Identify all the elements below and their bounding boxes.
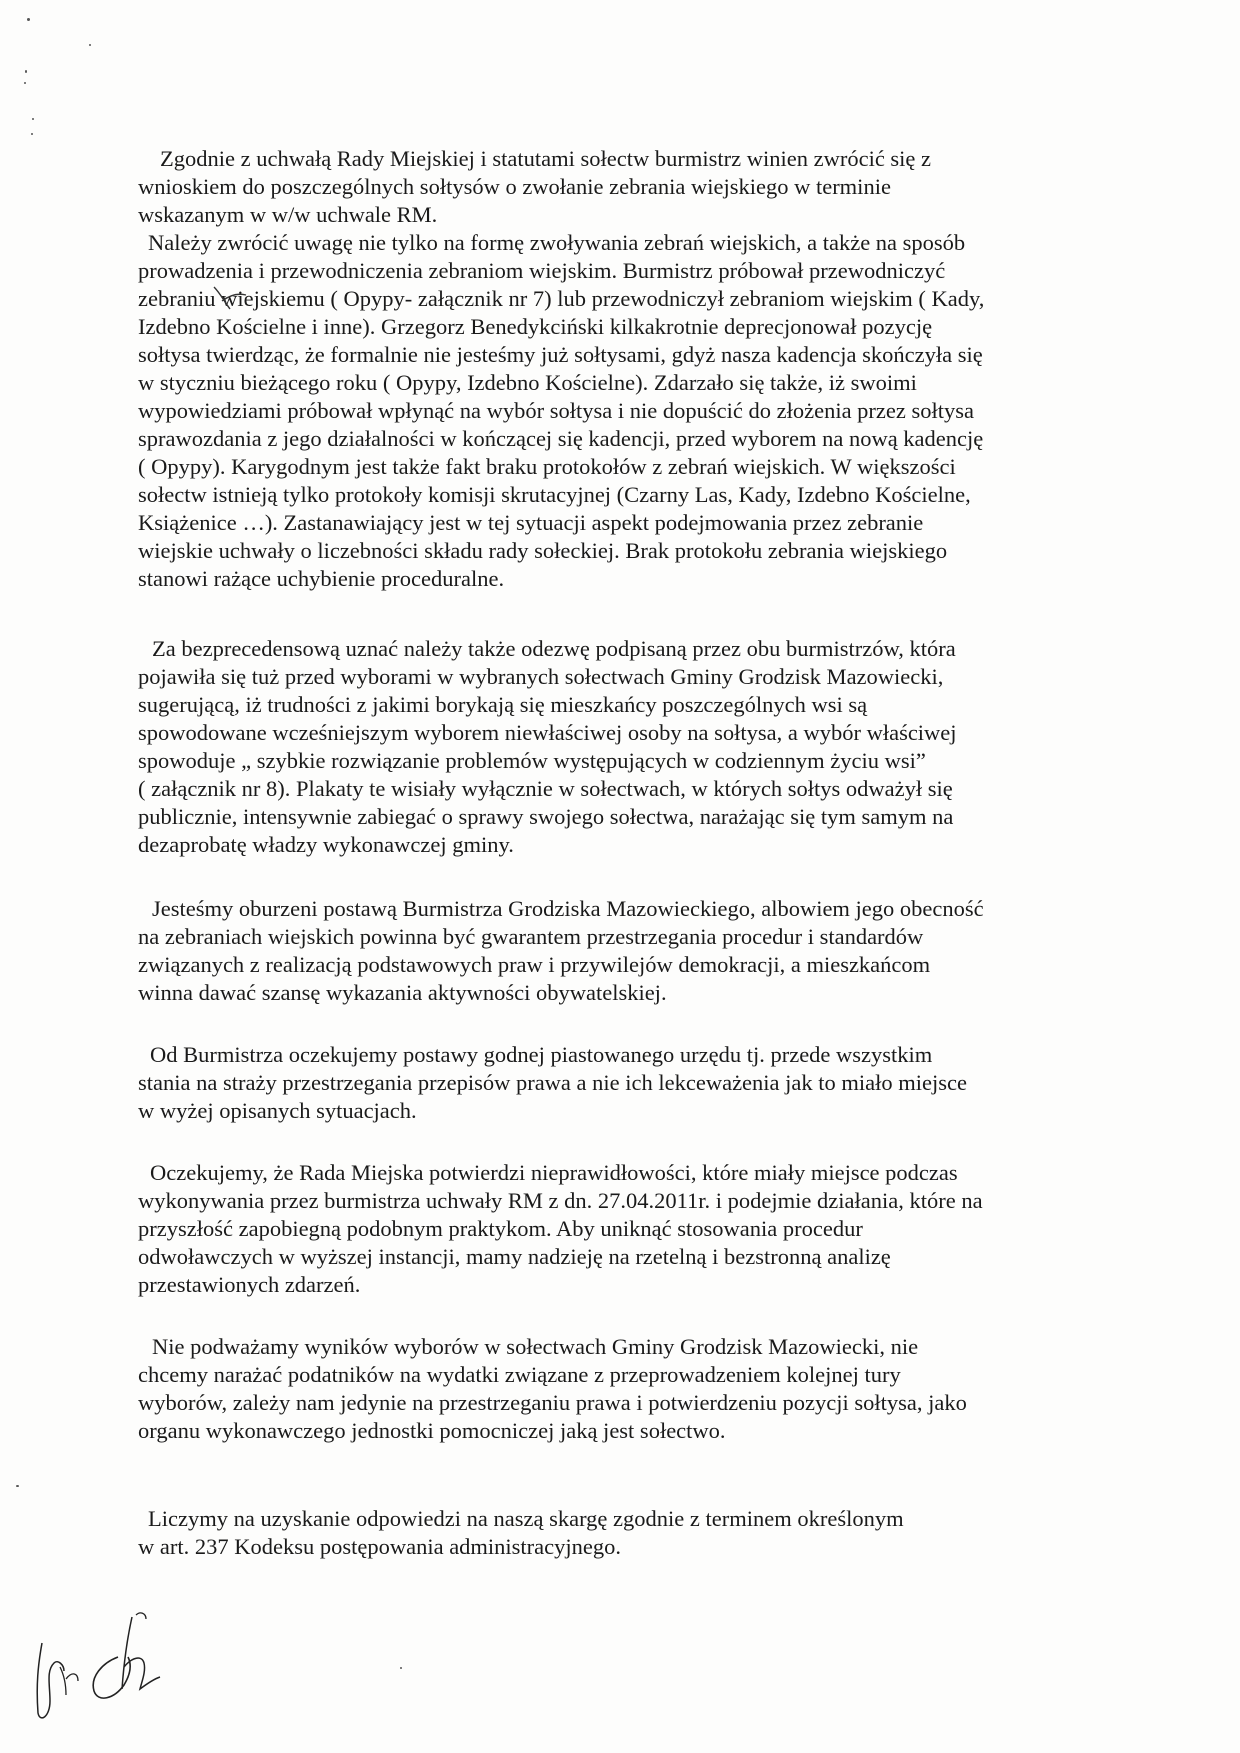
text-line: odwoławczych w wyższej instancji, mamy nadzieję na rzetelną i bezstronną analizę bbox=[138, 1244, 891, 1269]
text-line: winna dawać szansę wykazania aktywności obywatelskiej. bbox=[138, 980, 667, 1005]
text-line: wyborów, zależy nam jedynie na przestrzeganiu prawa i potwierdzeniu pozycji sołtysa, jako bbox=[138, 1390, 967, 1415]
scan-speck bbox=[32, 118, 34, 120]
text-line: Zgodnie z uchwałą Rady Miejskiej i statutami sołectw burmistrz winien zwrócić się z bbox=[160, 146, 932, 171]
text-line: spowodowane wcześniejszym wyborem niewłaściwej osoby na sołtysa, a wybór właściwej bbox=[138, 720, 957, 745]
handwritten-mark-icon bbox=[210, 283, 248, 313]
text-line: ( załącznik nr 8). Plakaty te wisiały wyłącznie w sołectwach, w których sołtys odważył się bbox=[138, 776, 953, 801]
text-line: chcemy narażać podatników na wydatki związane z przeprowadzeniem kolejnej tury bbox=[138, 1362, 901, 1387]
text-line: sugerującą, iż trudności z jakimi borykają się mieszkańcy poszczególnych wsi są bbox=[138, 692, 868, 717]
text-line: przestawionych zdarzeń. bbox=[138, 1272, 361, 1297]
text-line: w art. 237 Kodeksu postępowania administracyjnego. bbox=[138, 1534, 622, 1559]
text-line: prowadzenia i przewodniczenia zebraniom wiejskim. Burmistrz próbował przewodniczyć bbox=[138, 258, 946, 283]
text-line: dezaprobatę władzy wykonawczej gminy. bbox=[138, 832, 514, 857]
text-line: przyszłość zapobiegną podobnym praktykom. Aby uniknąć stosowania procedur bbox=[138, 1216, 863, 1241]
text-line: wykonywania przez burmistrza uchwały RM z dn. 27.04.2011r. i podejmie działania, które na bbox=[138, 1188, 983, 1213]
text-line: w styczniu bieżącego roku ( Opypy, Izdebno Kościelne). Zdarzało się także, iż swoimi bbox=[138, 370, 917, 395]
text-line: spowoduje „ szybkie rozwiązanie problemów występujących w codziennym życiu wsi” bbox=[138, 748, 926, 773]
scan-speck bbox=[16, 1485, 19, 1487]
text-line: wiejskie uchwały o liczebności składu rady sołeckiej. Brak protokołu zebrania wiejskiego bbox=[138, 538, 948, 563]
text-line: Książenice …). Zastanawiający jest w tej sytuacji aspekt podejmowania przez zebranie bbox=[138, 510, 924, 535]
text-line: wypowiedziami próbował wpłynąć na wybór sołtysa i nie dopuścić do złożenia przez sołtysa bbox=[138, 398, 975, 423]
handwritten-signature-icon bbox=[20, 1605, 180, 1725]
text-line: Liczymy na uzyskanie odpowiedzi na naszą skargę zgodnie z terminem określonym bbox=[148, 1506, 904, 1531]
scan-speck bbox=[400, 1667, 402, 1669]
text-line: Za bezprecedensową uznać należy także odezwę podpisaną przez obu burmistrzów, która bbox=[152, 636, 956, 661]
text-line: Od Burmistrza oczekujemy postawy godnej piastowanego urzędu tj. przede wszystkim bbox=[150, 1042, 933, 1067]
text-line: w wyżej opisanych sytuacjach. bbox=[138, 1098, 417, 1123]
text-line: organu wykonawczego jednostki pomocniczej jaką jest sołectwo. bbox=[138, 1418, 726, 1443]
text-line: Izdebno Kościelne i inne). Grzegorz Benedykciński kilkakrotnie deprecjonował pozycję bbox=[138, 314, 933, 339]
text-line: Nie podważamy wyników wyborów w sołectwach Gminy Grodzisk Mazowiecki, nie bbox=[152, 1334, 919, 1359]
scan-speck bbox=[89, 44, 91, 46]
text-line: wskazanym w w/w uchwale RM. bbox=[138, 202, 438, 227]
text-line: sołectw istnieją tylko protokoły komisji skrutacyjnej (Czarny Las, Kady, Izdebno Kościelne, bbox=[138, 482, 971, 507]
scan-speck bbox=[31, 133, 33, 135]
text-line: ( Opypy). Karygodnym jest także fakt braku protokołów z zebrań wiejskich. W większości bbox=[138, 454, 956, 479]
text-line: zebraniu wiejskiemu ( Opypy- załącznik nr 7) lub przewodniczył zebraniom wiejskim ( Kady, bbox=[138, 286, 985, 311]
text-line: Należy zwrócić uwagę nie tylko na formę zwoływania zebrań wiejskich, a także na sposób bbox=[148, 230, 966, 255]
text-line: Jesteśmy oburzeni postawą Burmistrza Grodziska Mazowieckiego, albowiem jego obecność bbox=[152, 896, 984, 921]
text-line: Oczekujemy, że Rada Miejska potwierdzi nieprawidłowości, które miały miejsce podczas bbox=[150, 1160, 958, 1185]
text-line: sołtysa twierdząc, że formalnie nie jesteśmy już sołtysami, gdyż nasza kadencja skończyła się bbox=[138, 342, 983, 367]
text-line: sprawozdania z jego działalności w kończącej się kadencji, przed wyborem na nową kadencję bbox=[138, 426, 984, 451]
text-line: wnioskiem do poszczególnych sołtysów o zwołanie zebrania wiejskiego w terminie bbox=[138, 174, 891, 199]
text-line: związanych z realizacją podstawowych praw i przywilejów demokracji, a mieszkańcom bbox=[138, 952, 931, 977]
text-line: publicznie, intensywnie zabiegać o sprawy swojego sołectwa, narażając się tym samym na bbox=[138, 804, 954, 829]
text-line: pojawiła się tuż przed wyborami w wybranych sołectwach Gminy Grodzisk Mazowiecki, bbox=[138, 664, 944, 689]
scan-speck bbox=[25, 70, 27, 73]
text-line: na zebraniach wiejskich powinna być gwarantem przestrzegania procedur i standardów bbox=[138, 924, 924, 949]
scan-speck bbox=[24, 82, 26, 84]
text-line: stania na straży przestrzegania przepisów prawa a nie ich lekceważenia jak to miało miejsce bbox=[138, 1070, 967, 1095]
scan-speck bbox=[27, 18, 30, 21]
text-line: stanowi rażące uchybienie proceduralne. bbox=[138, 566, 505, 591]
